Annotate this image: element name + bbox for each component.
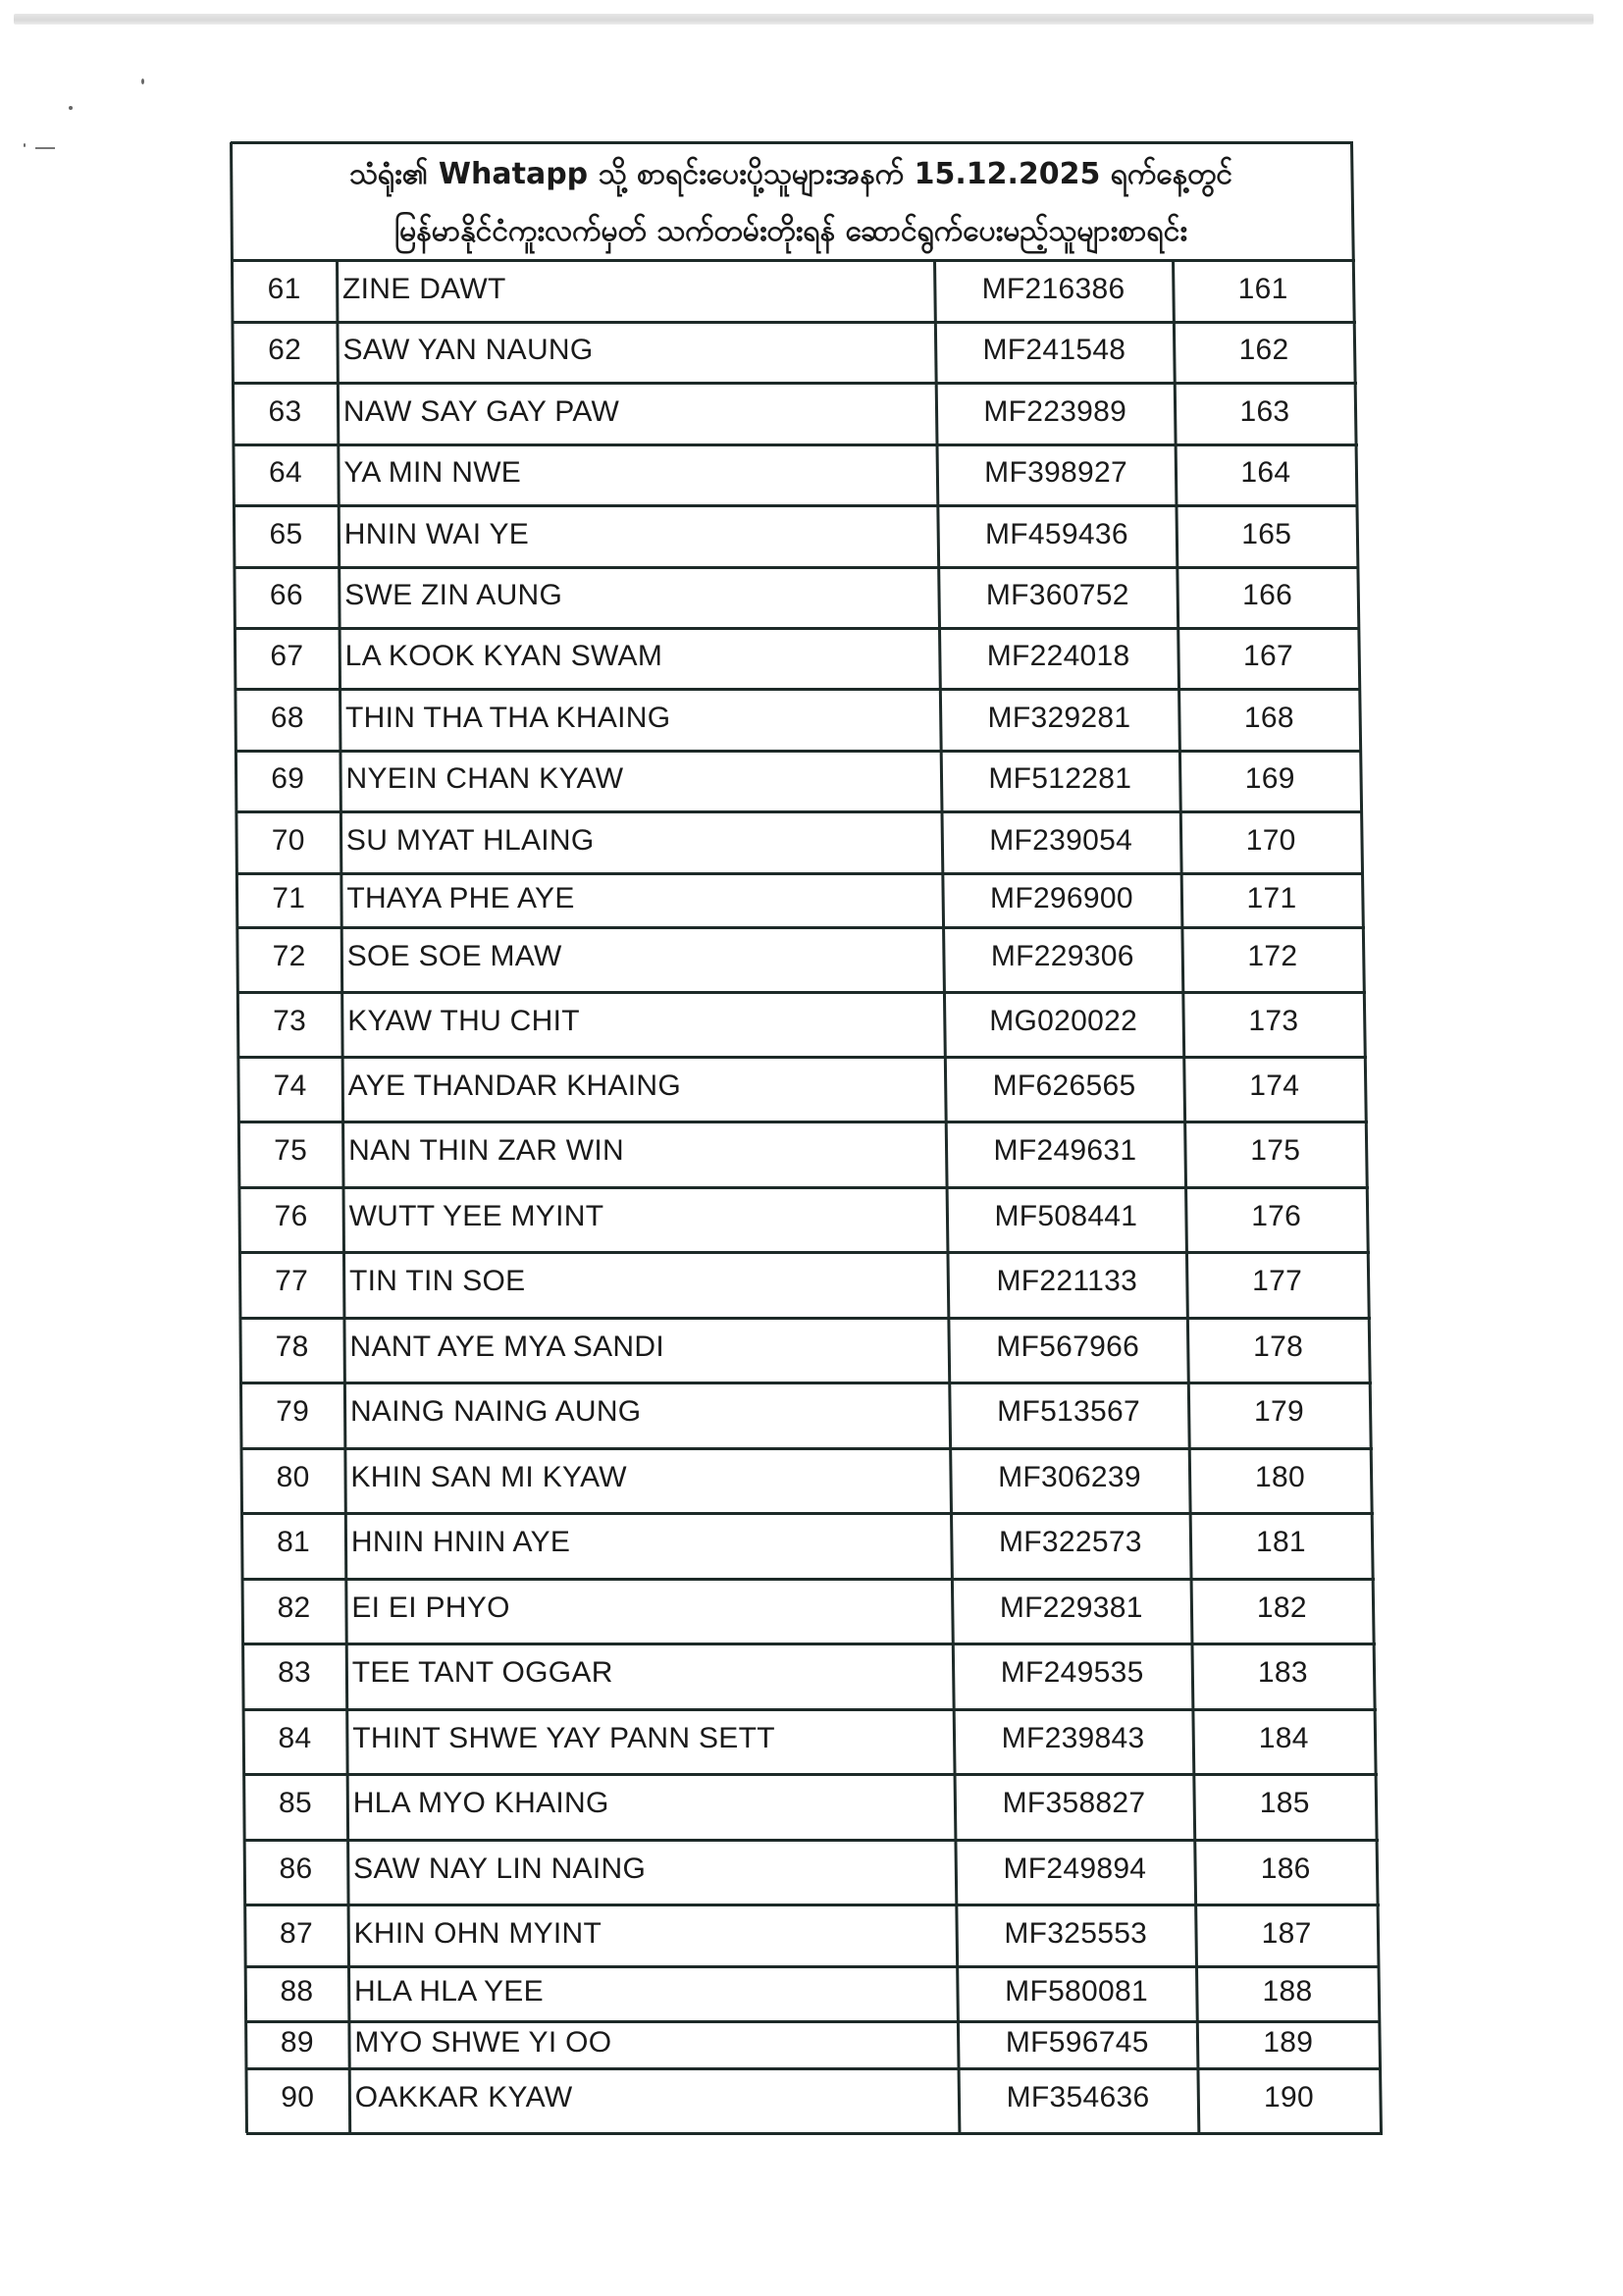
person-name: YA MIN NWE (343, 456, 522, 489)
row-divider (245, 1965, 1381, 1968)
passport-number: MF358827 (1002, 1787, 1146, 1819)
person-name: AYE THANDAR KHAING (347, 1070, 682, 1102)
row-number: 89 (280, 2026, 314, 2059)
row-number: 61 (267, 272, 301, 305)
passport-number: MF239054 (989, 823, 1133, 857)
sequence-number: 166 (1242, 579, 1293, 611)
row-divider (245, 2067, 1382, 2070)
passport-number: MF221133 (996, 1265, 1138, 1297)
sequence-number: 183 (1257, 1656, 1308, 1689)
table-bottom-border (246, 2132, 1383, 2135)
sequence-number: 163 (1239, 394, 1290, 428)
sequence-number: 186 (1260, 1852, 1311, 1885)
row-divider (236, 750, 1362, 753)
sequence-number: 174 (1249, 1070, 1300, 1102)
sequence-number: 187 (1261, 1916, 1312, 1950)
person-name: ZINE DAWT (342, 272, 506, 305)
row-number: 76 (274, 1200, 308, 1232)
row-divider (242, 1578, 1375, 1581)
passport-number: MF360752 (985, 579, 1129, 611)
sequence-number: 190 (1264, 2081, 1314, 2113)
passport-number: MF216386 (981, 272, 1126, 305)
passport-number: MF296900 (990, 881, 1133, 914)
row-divider (237, 1056, 1366, 1059)
sequence-number: 168 (1243, 701, 1294, 734)
person-name: HLA MYO KHAING (352, 1787, 609, 1819)
row-number: 74 (273, 1070, 307, 1102)
passport-number: MF398927 (984, 456, 1127, 489)
row-divider (243, 1708, 1377, 1711)
passport-number: MF223989 (983, 394, 1127, 428)
passport-number: MF354636 (1006, 2081, 1150, 2113)
row-divider (241, 1512, 1374, 1515)
row-divider (236, 872, 1364, 875)
row-number: 82 (277, 1592, 311, 1624)
row-number: 75 (274, 1134, 308, 1167)
person-name: THINT SHWE YAY PANN SETT (352, 1722, 775, 1754)
person-name: THAYA PHE AYE (346, 881, 575, 914)
row-number: 80 (276, 1461, 310, 1493)
row-number: 78 (275, 1331, 309, 1363)
row-number: 83 (278, 1656, 312, 1689)
passport-number: MF513567 (997, 1395, 1140, 1428)
row-number: 66 (269, 579, 303, 611)
row-number: 64 (269, 456, 302, 489)
row-divider (244, 1904, 1379, 1906)
passport-number: MF306239 (998, 1461, 1141, 1493)
person-name: KYAW THU CHIT (347, 1005, 580, 1037)
sequence-number: 171 (1246, 881, 1297, 914)
person-name: KHIN OHN MYINT (353, 1916, 602, 1950)
sequence-number: 184 (1258, 1722, 1309, 1754)
passport-number: MF322573 (998, 1526, 1142, 1558)
row-divider (236, 810, 1363, 813)
passport-number: MF249631 (993, 1134, 1137, 1167)
person-name: TEE TANT OGGAR (351, 1656, 613, 1689)
sequence-number: 172 (1247, 940, 1298, 972)
sequence-number: 179 (1254, 1395, 1304, 1428)
sequence-number: 185 (1259, 1787, 1310, 1819)
row-number: 86 (279, 1852, 313, 1885)
passport-number: MF512281 (988, 762, 1132, 795)
person-name: HLA HLA YEE (354, 1975, 544, 2008)
person-name: HNIN HNIN AYE (350, 1526, 571, 1558)
sequence-number: 167 (1243, 640, 1293, 672)
person-name: OAKKAR KYAW (354, 2081, 573, 2113)
person-name: LA KOOK KYAN SWAM (344, 640, 663, 672)
sequence-number: 162 (1238, 334, 1289, 366)
row-divider (238, 1186, 1368, 1189)
sequence-number: 182 (1256, 1592, 1307, 1624)
passport-number: MF239843 (1001, 1722, 1145, 1754)
passport-number: MG020022 (989, 1005, 1138, 1037)
person-name: NAING NAING AUNG (349, 1395, 642, 1428)
row-divider (233, 444, 1357, 446)
passport-number: MF580081 (1005, 1975, 1148, 2008)
sequence-number: 188 (1262, 1975, 1313, 2008)
row-number: 85 (279, 1787, 313, 1819)
table-top-border (231, 141, 1353, 144)
passport-number: MF241548 (982, 334, 1126, 366)
person-name: WUTT YEE MYINT (348, 1200, 604, 1232)
passport-number: MF596745 (1005, 2026, 1149, 2059)
sequence-number: 176 (1251, 1200, 1302, 1232)
passport-number: MF249894 (1003, 1852, 1147, 1885)
row-number: 65 (269, 517, 303, 550)
sequence-number: 161 (1237, 272, 1288, 305)
row-number: 84 (278, 1722, 312, 1754)
row-divider (238, 1121, 1368, 1123)
table-title-line-1: သံရုံး၏ Whatapp သို့ စာရင်းပေးပို့သူများအနက် 15.12.2025 ရက်နေ့တွင် (348, 157, 1233, 191)
row-number: 73 (273, 1005, 307, 1037)
row-divider (239, 1317, 1370, 1320)
sequence-number: 175 (1250, 1134, 1301, 1167)
row-divider (232, 259, 1355, 262)
sequence-number: 164 (1240, 456, 1291, 489)
passport-number: MF229381 (999, 1592, 1143, 1624)
person-name: HNIN WAI YE (343, 517, 530, 550)
person-name: NAN THIN ZAR WIN (348, 1134, 625, 1167)
row-divider (232, 321, 1355, 324)
row-divider (236, 926, 1365, 929)
row-number: 63 (268, 394, 302, 428)
passport-number: MF459436 (985, 517, 1128, 550)
row-divider (243, 1773, 1377, 1776)
row-divider (242, 1643, 1376, 1645)
person-name: NAW SAY GAY PAW (342, 394, 620, 428)
person-name: NANT AYE MYA SANDI (349, 1331, 664, 1363)
row-number: 69 (271, 762, 305, 795)
sequence-number: 178 (1253, 1331, 1304, 1363)
person-name: SWE ZIN AUNG (344, 579, 563, 611)
row-divider (239, 1251, 1370, 1254)
person-name: SOE SOE MAW (346, 940, 562, 972)
row-number: 68 (270, 701, 304, 734)
sequence-number: 189 (1263, 2026, 1314, 2059)
row-number: 72 (272, 940, 306, 972)
row-divider (235, 627, 1360, 630)
row-number: 79 (276, 1395, 310, 1428)
sequence-number: 165 (1241, 517, 1292, 550)
row-number: 81 (277, 1526, 311, 1558)
person-name: NYEIN CHAN KYAW (345, 762, 624, 795)
row-number: 67 (270, 640, 304, 672)
row-divider (234, 504, 1359, 507)
passport-number: MF224018 (986, 640, 1130, 672)
row-divider (244, 1839, 1379, 1842)
passport-number: MF329281 (987, 701, 1131, 734)
passport-number: MF249535 (1000, 1656, 1144, 1689)
sequence-number: 170 (1245, 823, 1296, 857)
row-number: 71 (272, 881, 306, 914)
person-name: SAW YAN NAUNG (342, 334, 594, 366)
row-divider (240, 1382, 1372, 1384)
row-divider (237, 991, 1366, 994)
person-name: SAW NAY LIN NAING (353, 1852, 647, 1885)
person-name: KHIN SAN MI KYAW (350, 1461, 627, 1493)
row-divider (245, 2020, 1381, 2023)
person-name: SU MYAT HLAING (345, 823, 595, 857)
row-divider (233, 382, 1357, 385)
sequence-number: 181 (1255, 1526, 1306, 1558)
row-number: 77 (275, 1265, 309, 1297)
table-title-line-2: မြန်မာနိုင်ငံကူးလက်မှတ် သက်တမ်းတိုးရန် ဆောင်ရွက်ပေးမည့်သူများစာရင်း (394, 214, 1187, 248)
person-name: EI EI PHYO (351, 1592, 510, 1624)
row-number: 70 (271, 823, 305, 857)
sequence-number: 169 (1244, 762, 1295, 795)
person-name: MYO SHWE YI OO (354, 2026, 612, 2059)
sequence-number: 180 (1255, 1461, 1305, 1493)
row-number: 62 (268, 334, 302, 366)
sequence-number: 173 (1248, 1005, 1299, 1037)
row-number: 87 (280, 1916, 313, 1950)
passport-number: MF508441 (994, 1200, 1138, 1232)
passport-number: MF626565 (992, 1070, 1136, 1102)
sequence-number: 177 (1252, 1265, 1303, 1297)
person-name: THIN THA THA KHAING (345, 701, 671, 734)
row-number: 88 (280, 1975, 314, 2008)
passport-number: MF229306 (990, 940, 1134, 972)
row-divider (235, 688, 1361, 691)
row-number: 90 (281, 2081, 315, 2113)
person-name: TIN TIN SOE (349, 1265, 526, 1297)
row-divider (234, 566, 1359, 569)
passport-number: MF567966 (996, 1331, 1140, 1363)
row-divider (240, 1447, 1372, 1450)
passport-number: MF325553 (1004, 1916, 1148, 1950)
